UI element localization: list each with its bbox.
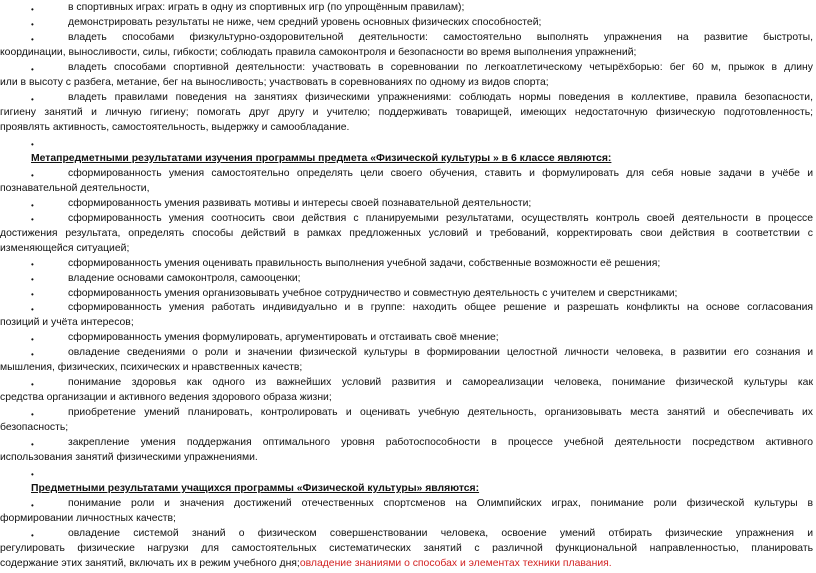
list-item-line [0,556,813,571]
list-item-line: овладение системой знаний о физическом совершенствовании человека, освоение умений отбирать физические упражнения и [68,528,813,540]
bullet-icon: • [31,470,34,480]
bullet-icon: • [31,94,34,104]
list-item-line: овладение сведениями о роли и значении физической культуры в формировании целостной личности человека, в развитии его сознания и [68,347,813,359]
list-item-line: проявлять активность, самостоятельность, выдержку и самообладание. [0,121,350,133]
list-item-line: или в высоту с разбега, метание, бег на выносливость; участвовать в соревнованиях по одному из видов спорта; [0,76,549,88]
bullet-icon: • [31,4,34,14]
list-item-line: использования занятий физическими упражнениями. [0,452,258,464]
list-item-line: закрепление умения поддержания оптимального уровня работоспособности в процессе учебной деятельности посредством активного [68,437,813,449]
list-item-line: сформированность умения организовывать учебное сотрудничество и совместную деятельность с учителем и сверстниками; [68,287,678,299]
list-item-line: гигиену занятий и личную гигиену; помогать друг другу и учителю; поддерживать товарищей, имеющих недостаточную физическую подготовленность; [0,106,813,118]
list-item-line: в спортивных играх: играть в одну из спортивных игр (по упрощённым правилам); [68,2,465,13]
list-item-line: демонстрировать результаты не ниже, чем средний уровень основных физических способностей; [68,16,542,28]
bullet-icon: • [31,275,34,285]
bullet-icon: • [31,440,34,450]
list-item-line: сформированность умения оценивать правильность выполнения учебной задачи, собственные возможности её решения; [68,257,661,269]
bullet-icon: • [31,380,34,390]
bullet-icon: • [31,290,34,300]
bullet-icon: • [31,350,34,360]
list-item-line: сформированность умения соотносить свои действия с планируемыми результатами, осуществлять контроль своей деятельности в процессе [68,212,813,224]
list-item-line: понимание роли и значения достижений отечественных спортсменов на Олимпийских играх, понимание роли физической культуры в [68,498,813,510]
list-item-line: регулировать физические нагрузки для самостоятельных систематических занятий с различной функциональной направленностью, планировать [0,543,813,555]
list-item-line: достижения результата, определять способы действий в рамках предложенных условий и требований, корректировать свои действия в соответствии с [0,227,813,239]
list-item-line: сформированность умения самостоятельно определять цели своего обучения, ставить и формулировать для себя новые задачи в учёбе и [68,167,813,179]
list-item-line: изменяющейся ситуацией; [0,242,130,254]
bullet-icon: • [31,530,34,540]
bullet-icon: • [31,410,34,420]
bullet-icon: • [31,170,34,180]
list-item-line: приобретение умений планировать, контролировать и оценивать учебную деятельность, организовывать места занятий и обеспечивать их [68,407,813,419]
bullet-icon: • [31,19,34,29]
bullet-icon: • [31,200,34,210]
bullet-icon: • [31,64,34,74]
list-item-line: сформированность умения работать индивидуально и в группе: находить общее решение и разрешать конфликты на основе согласования [68,302,813,314]
list-item-line: владеть способами физкультурно-оздоровительной деятельности: самостоятельно выполнять упражнения на развитие быстроты, [68,31,813,43]
bullet-icon: • [31,335,34,345]
list-item-line: позиций и учёта интересов; [0,317,134,329]
bullet-icon: • [31,500,34,510]
bullet-icon: • [31,260,34,270]
list-item-line: безопасность; [0,422,69,434]
bullet-icon: • [31,305,34,315]
bullet-icon: • [31,215,34,225]
list-item-line: средства организации и активного ведения здорового образа жизни; [0,392,332,404]
list-item-line: владеть правилами поведения на занятиях физическими упражнениями: соблюдать нормы поведения в коллективе, правила безопасности, [68,91,813,103]
list-item-line: сформированность умения формулировать, аргументировать и отстаивать своё мнение; [68,332,499,344]
meta-results-heading: Метапредметными результатами изучения программы предмета «Физической культуры » в 6 классе являются: [31,152,612,164]
list-item-line: понимание здоровья как одного из важнейших условий развития и самореализации человека, понимание физической культуры как [68,377,813,389]
list-item-line: владение основами самоконтроля, самооценки; [68,272,301,284]
list-item-line: формировании личностных качеств; [0,513,176,525]
list-item-line: сформированность умения развивать мотивы и интересы своей познавательной деятельности; [68,197,532,209]
list-item-line: мышления, физических, психических и нравственных качеств; [0,362,303,374]
list-item-line: владеть способами спортивной деятельности: участвовать в соревновании по легкоатлетическому четырёхборью: бег 60 м, прыжок в длину [68,61,813,73]
bullet-icon: • [31,34,34,44]
list-item-line: познавательной деятельности, [0,182,150,194]
subject-results-heading: Предметными результатами учащихся программы «Физической культуры» являются: [31,483,480,495]
list-item-line: координации, выносливости, силы, гибкости; соблюдать правила самоконтроля и безопасности во время выполнения упражнений; [0,46,637,58]
highlighted-text: овладение знаниями о способах и элементах техники плавания. [299,558,612,570]
list-item-text: содержание этих занятий, включать их в режим учебного дня; [0,558,300,570]
bullet-icon: • [31,139,34,149]
